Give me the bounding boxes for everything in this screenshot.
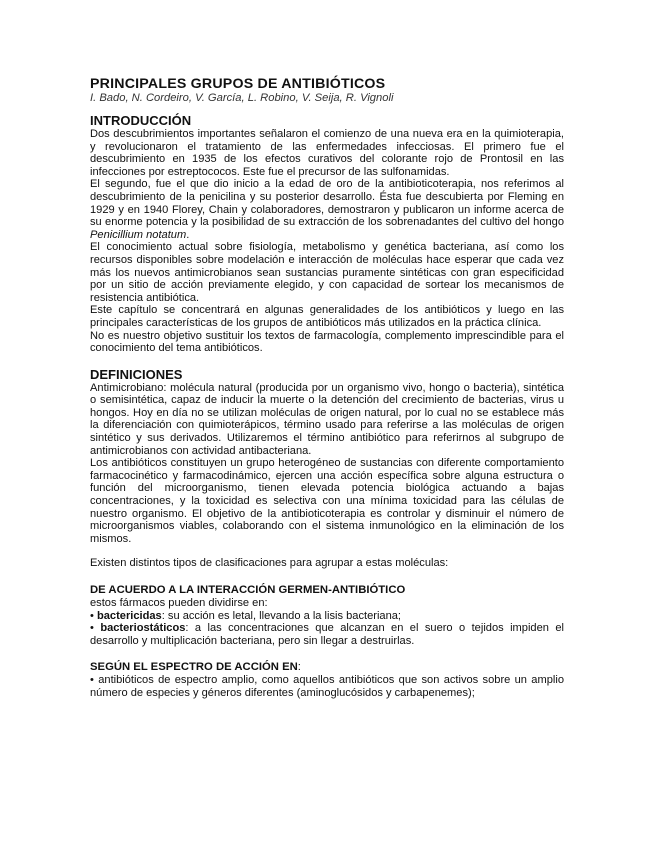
species-name: Penicillium notatum <box>90 228 187 241</box>
list-item-bactericidas: • bactericidas: su acción es letal, llevando a la lisis bacteriana; <box>90 609 401 622</box>
bullet-icon: • <box>90 674 94 687</box>
intro-paragraph-3: El conocimiento actual sobre fisiología, metabolismo y genética bacteriana, así como los recursos disponibles sobre modelación e interacción de moléculas hace esperar que cada vez más los nuevos antimicrobianos sean sustancias puramente sintéticas con gran especificidad por un sitio de acción previamente elegido, y con capacidad de sortear los mecanismos de resistencia antibiótica. <box>90 241 564 304</box>
def-paragraph-2: Los antibióticos constituyen un grupo heterogéneo de sustancias con diferente comportamiento farmacocinético y farmacodinámico, ejercen una acción específica sobre alguna estructura o función del microorganismo, tienen elevada potencia biológica actuando a bajas concentraciones, y la toxicidad es selectiva con una mínima toxicidad para las células de nuestro organismo. El objetivo de la antibioticoterapia es controlar y disminuir el número de microorganismos viables, colaborando con el sistema inmunológico en la eliminación de los mismos. <box>90 457 564 545</box>
document-page <box>90 76 564 700</box>
intro-paragraph-4: Este capítulo se concentrará en algunas generalidades de los antibióticos y luego en las principales características de los grupos de antibióticos más utilizados en la práctica clínica. <box>90 304 564 329</box>
def-paragraph-1: Antimicrobiano: molécula natural (producida por un organismo vivo, hongo o bacteria), sintética o semisintética, capaz de inducir la muerte o la detención del crecimiento de bacterias, virus u hongos. Hoy en día no se utilizan moléculas de origen natural, por lo cual no se establece más la diferenciación con quimioterápicos, término usado para referirse a las moléculas de origen sintético y sus derivados. Utilizaremos el término antibiótico para referirnos al subgrupo de antimicrobianos con actividad antibacteriana. <box>90 381 564 457</box>
bullet-icon: • <box>90 609 94 622</box>
heading-interaccion: DE ACUERDO A LA INTERACCIÓN GERMEN-ANTIBIÓTICO <box>90 584 406 596</box>
intro-paragraph-5: No es nuestro objetivo sustituir los textos de farmacología, complemento imprescindible para el conocimiento del tema antibióticos. <box>90 329 564 355</box>
heading-definiciones: DEFINICIONES <box>90 366 183 382</box>
intro-paragraph-1: Dos descubrimientos importantes señalaron el comienzo de una nueva era en la quimioterapia, y revolucionaron el tratamiento de las enfermedades infecciosas. El primero fue el descubrimiento en 1935 de los efectos curativos del colorante rojo de Prontosil en las infecciones por estreptococos. Este fue el precursor de las sulfonamidas. <box>90 128 564 178</box>
def-paragraph-3: Existen distintos tipos de clasificaciones para agrupar a estas moléculas: <box>90 557 449 570</box>
heading-espectro: SEGÚN EL ESPECTRO DE ACCIÓN EN: <box>90 661 301 674</box>
heading-introduccion: INTRODUCCIÓN <box>90 113 192 128</box>
authors-line: I. Bado, N. Cordeiro, V. García, L. Robino, V. Seija, R. Vignoli <box>90 92 394 104</box>
interaccion-intro: estos fármacos pueden dividirse en: <box>90 597 268 609</box>
bullet-icon: • <box>90 622 94 635</box>
intro-paragraph-2: El segundo, fue el que dio inicio a la edad de oro de la antibioticoterapia, nos referimos al descubrimiento de la penicilina y su posterior desarrollo. Ésta fue descubierta por Fleming en 1929 y en 1940 Florey, Chain y colaboradores, demostraron y publicaron un informe acerca de su enorme potencia y la posibilidad de su extracción de los sobrenadantes del cultivo del hongo Penicillium notatum. <box>90 178 564 241</box>
document-title: PRINCIPALES GRUPOS DE ANTIBIÓTICOS <box>90 76 386 92</box>
list-item-bacteriostaticos: • bacteriostáticos: a las concentraciones que alcanzan en el suero o tejidos impiden el desarrollo y multiplicación bacteriana, pero sin llegar a destruirlas. <box>90 622 564 647</box>
list-item-espectro-amplio: • antibióticos de espectro amplio, como aquellos antibióticos que son activos sobre un amplio número de especies y géneros diferentes (aminoglucósidos y carbapenemes); <box>90 674 564 699</box>
